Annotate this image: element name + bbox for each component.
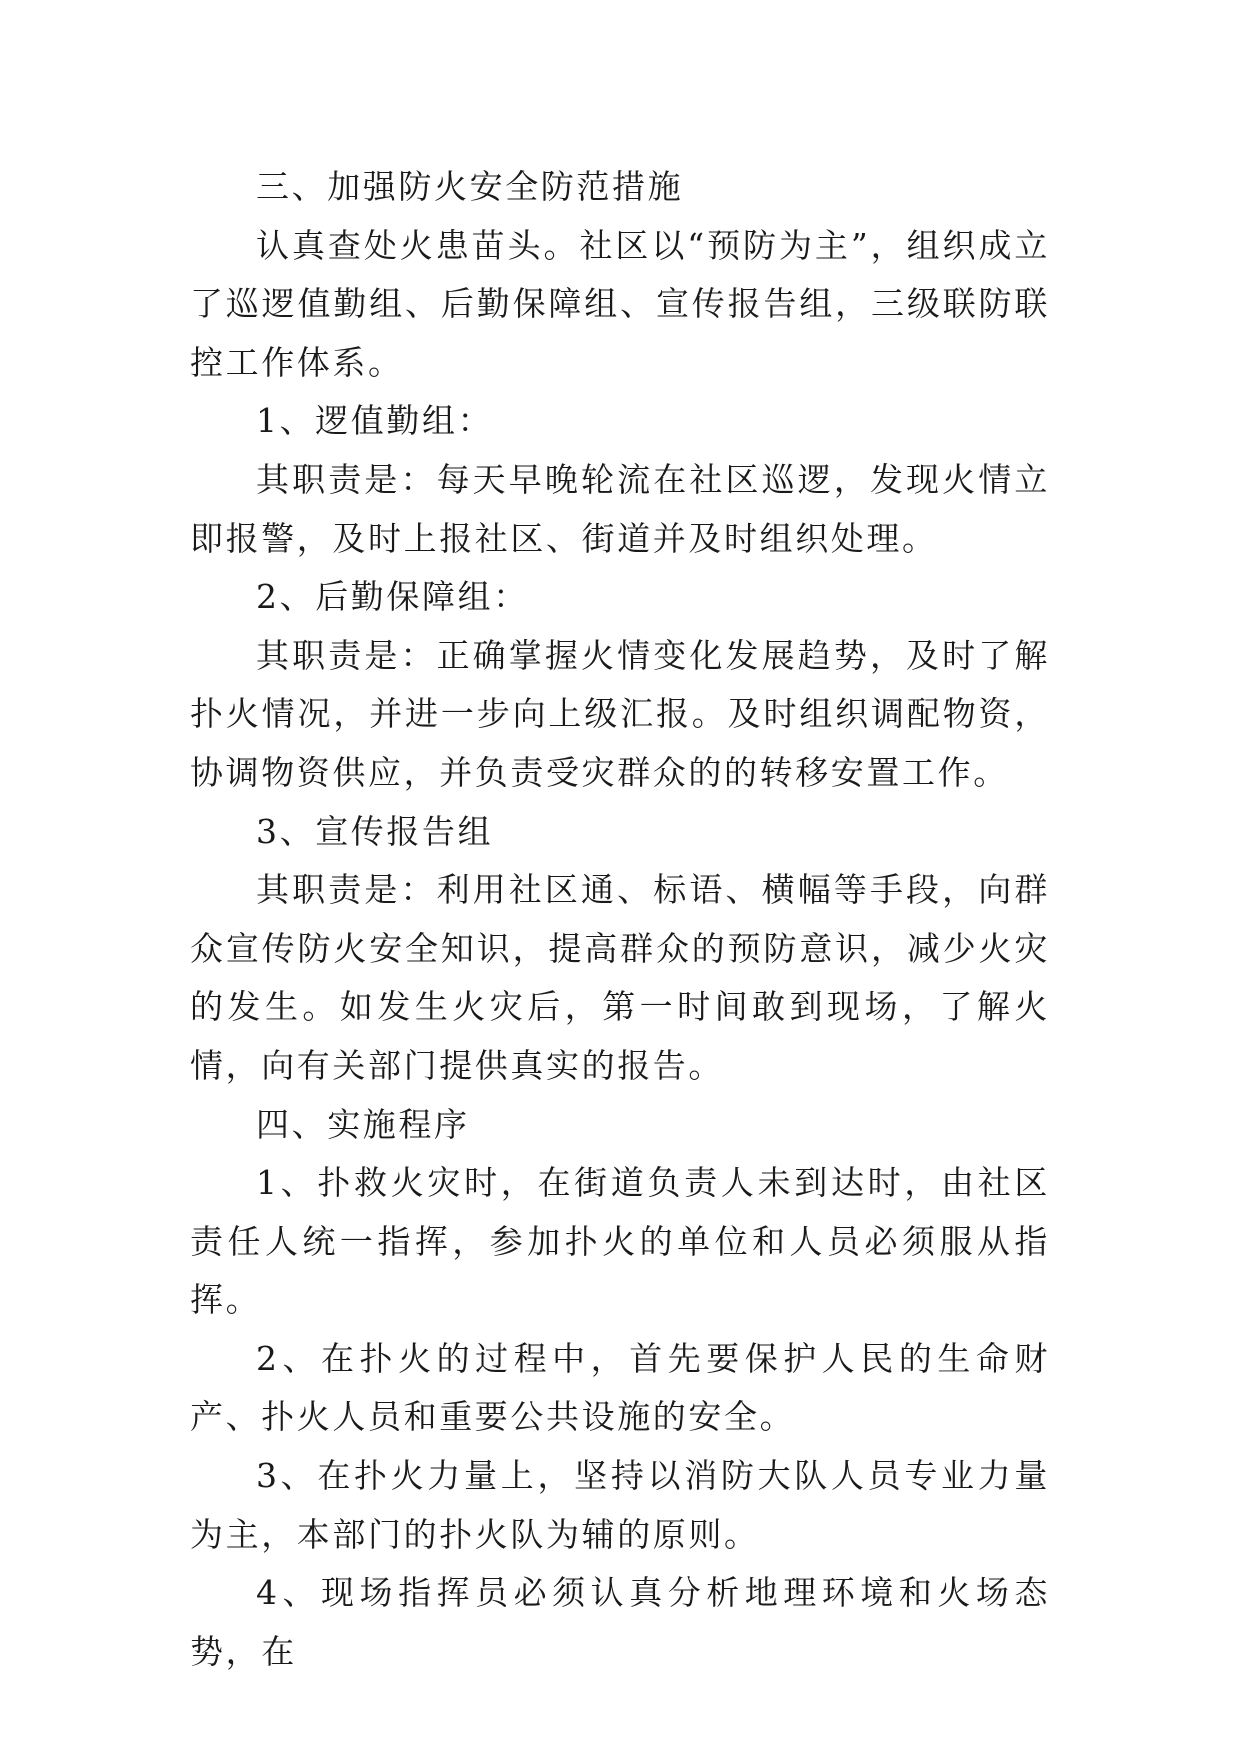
paragraph-publicity-duties: 其职责是：利用社区通、标语、横幅等手段，向群众宣传防火安全知识，提高群众的预防意识，减少火灾的发生。如发生火灾后，第一时间敢到现场，了解火情，向有关部门提供真实的报告。 [190, 870, 1050, 1085]
paragraph-intro: 认真查处火患苗头。社区以“预防为主”，组织成立了巡逻值勤组、后勤保障组、宣传报告组，三级联防联控工作体系。 [190, 225, 1050, 382]
section-heading-fire-prevention: 三、加强防火安全防范措施 [256, 167, 684, 206]
paragraph-procedure-1: 1、扑救火灾时，在街道负责人未到达时，由社区责任人统一指挥，参加扑火的单位和人员必须服从指挥。 [190, 1163, 1050, 1320]
subheading-publicity-group: 3、宣传报告组 [256, 811, 494, 851]
paragraph-procedure-2: 2、在扑火的过程中，首先要保护人民的生命财产、扑火人员和重要公共设施的安全。 [190, 1338, 1050, 1437]
document-body [190, 158, 1050, 1681]
subheading-patrol-group: 1、逻值勤组： [256, 401, 494, 441]
paragraph-patrol-duties: 其职责是：每天早晚轮流在社区巡逻，发现火情立即报警，及时上报社区、街道并及时组织处理。 [190, 459, 1050, 558]
paragraph-procedure-3: 3、在扑火力量上，坚持以消防大队人员专业力量为主，本部门的扑火队为辅的原则。 [190, 1456, 1050, 1554]
subheading-logistics-group: 2、后勤保障组： [256, 577, 529, 617]
paragraph-logistics-duties: 其职责是：正确掌握火情变化发展趋势，及时了解扑火情况，并进一步向上级汇报。及时组织调配物资，协调物资供应，并负责受灾群众的的转移安置工作。 [190, 635, 1050, 792]
paragraph-procedure-4: 4、现场指挥员必须认真分析地理环境和火场态势，在 [190, 1573, 1050, 1671]
section-heading-procedure: 四、实施程序 [256, 1104, 470, 1144]
